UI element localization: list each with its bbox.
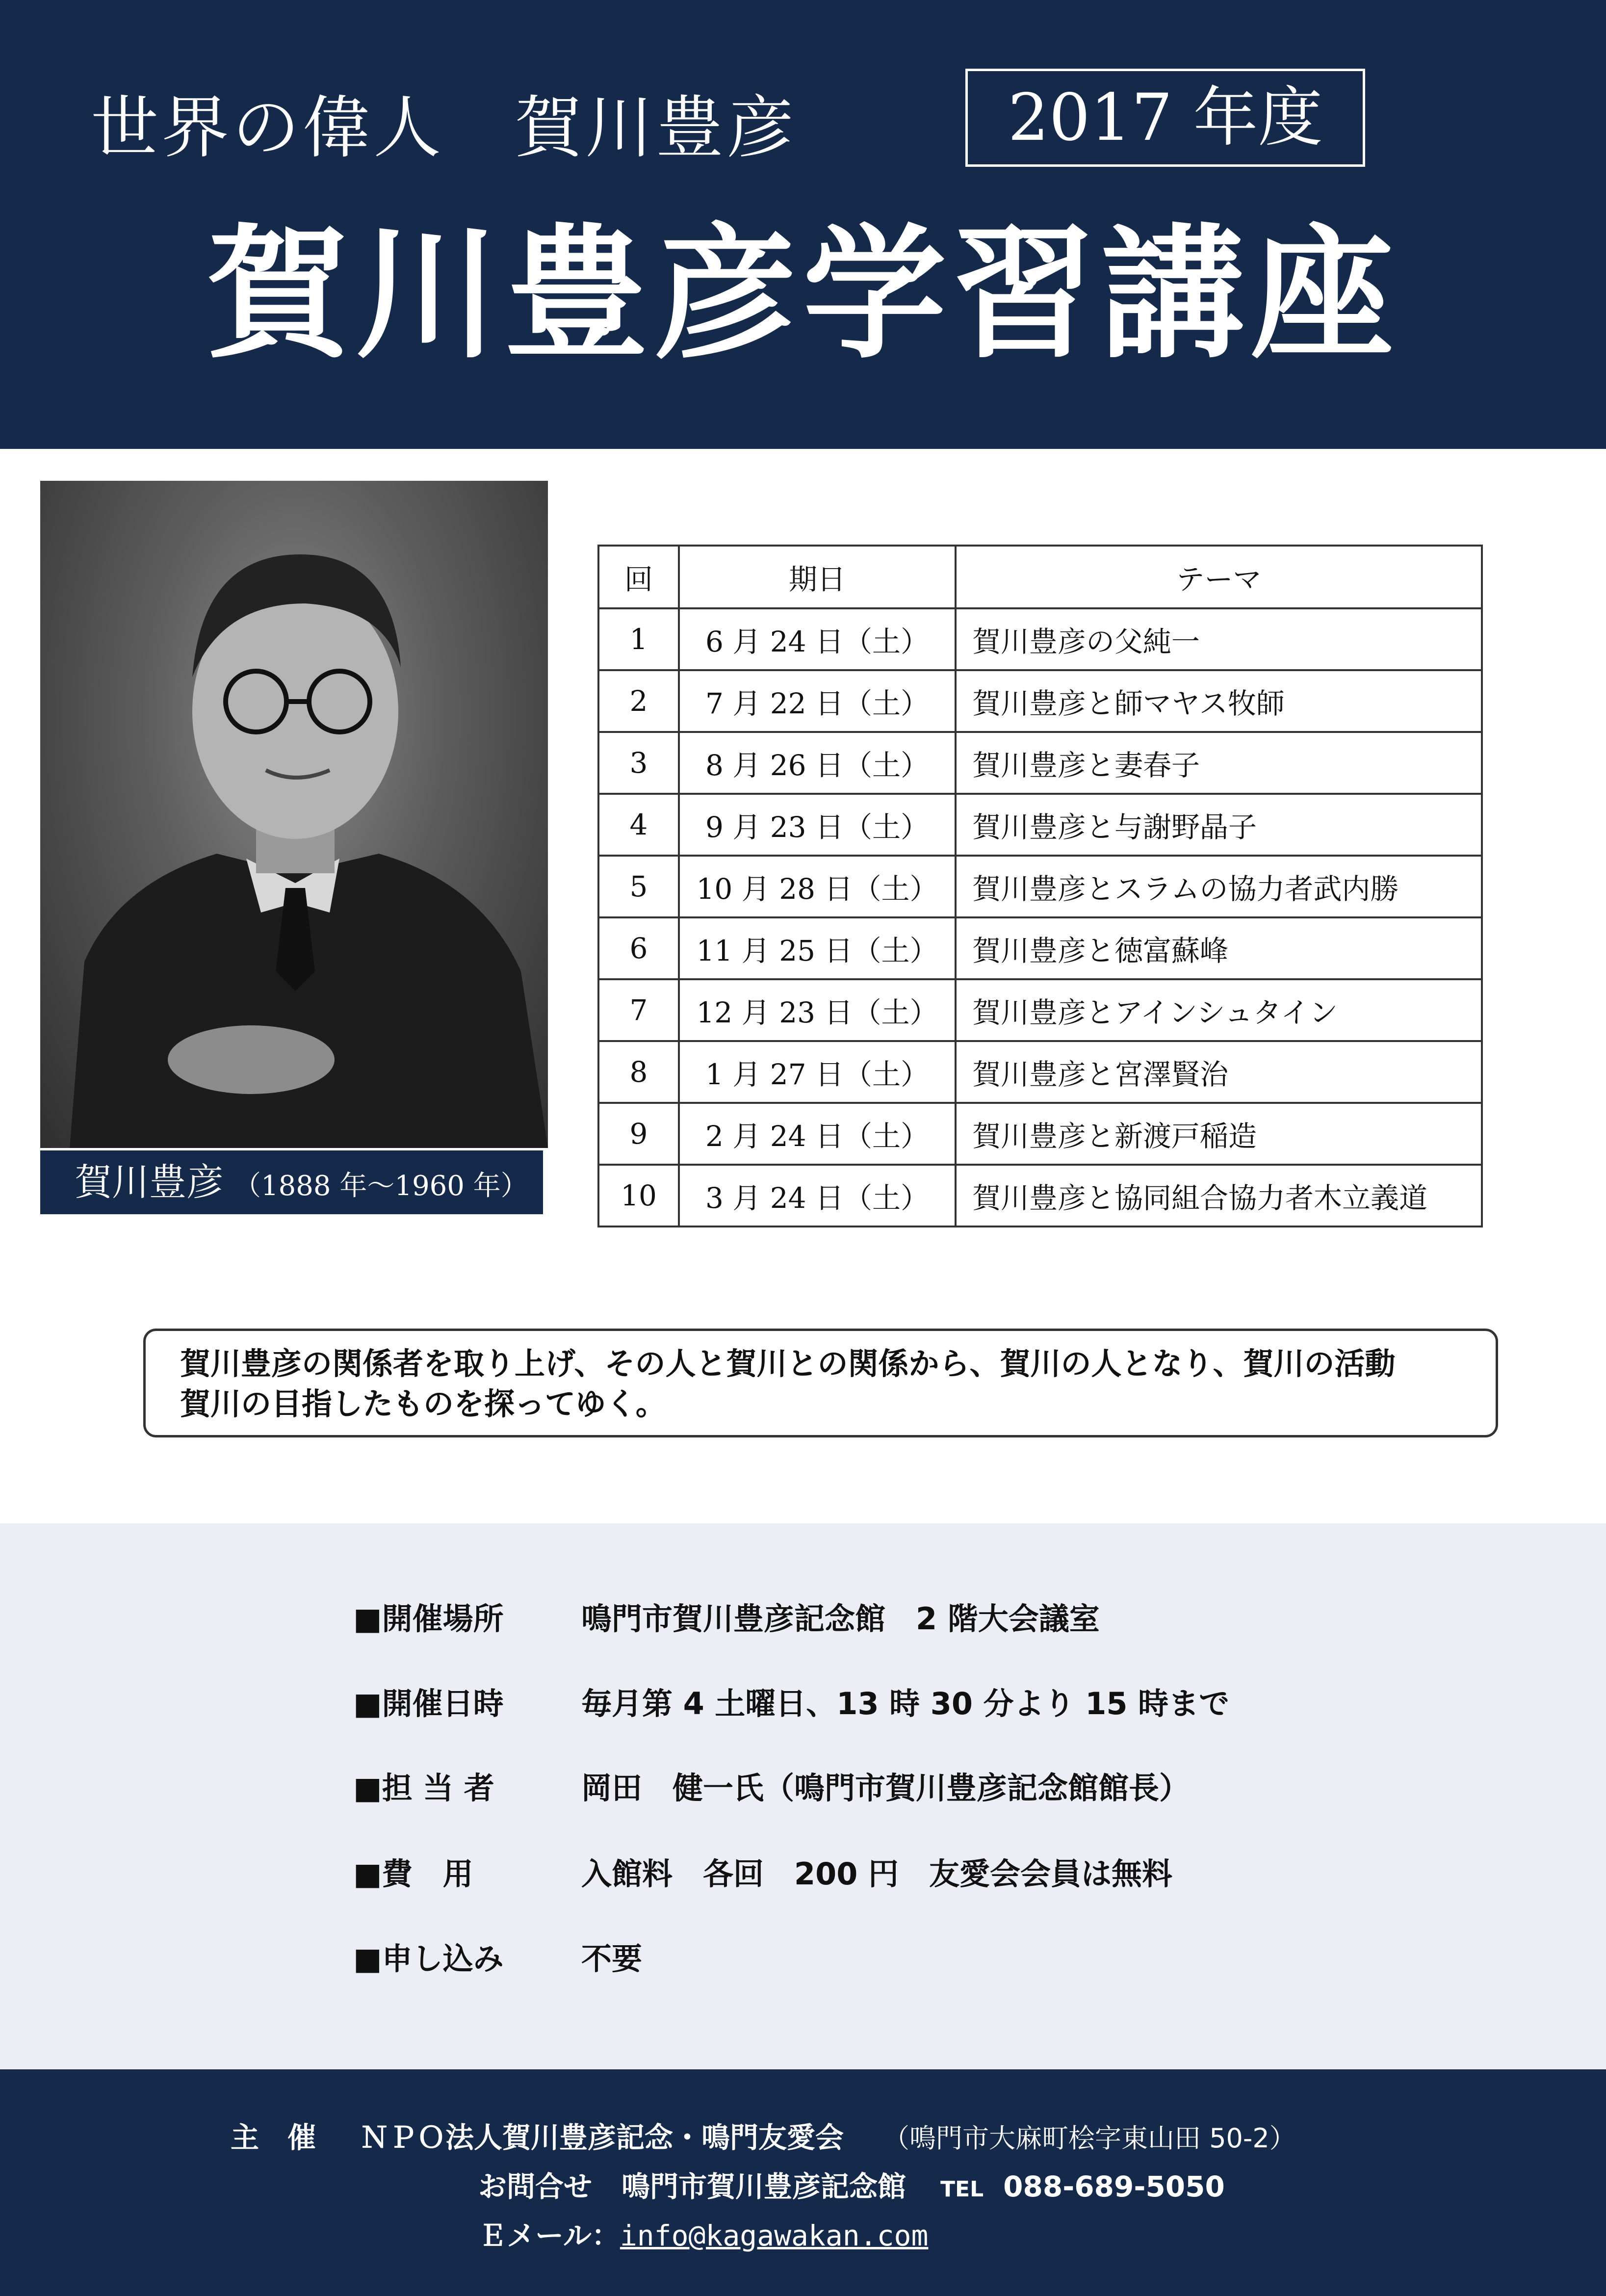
- caption-name: 賀川豊彦: [75, 1160, 224, 1204]
- info-value: 入館料 各回 200 円 友愛会会員は無料: [581, 1856, 1173, 1892]
- info-label: ■申し込み: [353, 1941, 504, 1977]
- info-value: 鳴門市賀川豊彦記念館 2 階大会議室: [581, 1601, 1100, 1637]
- row-date: 12 月 23 日（土）: [679, 979, 956, 1041]
- row-number: 8: [598, 1041, 679, 1103]
- organizer-address: （鳴門市大麻町桧字東山田 50-2）: [883, 2123, 1296, 2154]
- row-theme: 賀川豊彦と徳富蘇峰: [956, 917, 1482, 979]
- info-schedule: [353, 1682, 1229, 1726]
- table-row: [598, 608, 1482, 670]
- row-theme: 賀川豊彦とアインシュタイン: [956, 979, 1482, 1041]
- row-theme: 賀川豊彦と宮澤賢治: [956, 1041, 1482, 1103]
- tel-label: TEL: [940, 2177, 984, 2202]
- row-theme: 賀川豊彦と協同組合協力者木立義道: [956, 1165, 1482, 1226]
- photo-caption: [40, 1150, 543, 1214]
- header-subtitle: 世界の偉人 賀川豊彦: [91, 88, 798, 167]
- row-date: 8 月 26 日（土）: [679, 732, 956, 794]
- row-date: 7 月 22 日（土）: [679, 670, 956, 732]
- table-row: [598, 1041, 1482, 1103]
- description-line-2: 賀川の目指したものを探ってゆく。: [180, 1386, 666, 1422]
- info-label: ■費 用: [353, 1856, 473, 1892]
- info-label: ■担 当 者: [353, 1770, 494, 1806]
- footer-contact-line: [478, 2164, 1225, 2205]
- row-theme: 賀川豊彦と与謝野晶子: [956, 794, 1482, 856]
- contact-name: 鳴門市賀川豊彦記念館: [622, 2170, 907, 2203]
- description-box: [143, 1329, 1498, 1437]
- row-date: 11 月 25 日（土）: [679, 917, 956, 979]
- row-date: 1 月 27 日（土）: [679, 1041, 956, 1103]
- info-venue: [353, 1597, 1100, 1641]
- footer: [0, 2069, 1606, 2296]
- organizer-label: 主 催: [231, 2121, 316, 2154]
- info-lecturer: [353, 1766, 1190, 1810]
- row-date: 6 月 24 日（土）: [679, 608, 956, 670]
- page-title: 賀川豊彦学習講座: [207, 211, 1399, 378]
- tel-number: 088-689-5050: [1003, 2170, 1225, 2203]
- contact-label: お問合せ: [478, 2170, 593, 2203]
- row-number: 4: [598, 794, 679, 856]
- row-number: 10: [598, 1165, 679, 1226]
- row-number: 2: [598, 670, 679, 732]
- row-theme: 賀川豊彦の父純一: [956, 608, 1482, 670]
- table-header-row: [598, 546, 1482, 608]
- info-label: ■開催日時: [353, 1686, 504, 1722]
- table-row: [598, 856, 1482, 917]
- info-registration: [353, 1937, 642, 1981]
- footer-organizer-line: [231, 2114, 1296, 2156]
- row-date: 2 月 24 日（土）: [679, 1103, 956, 1165]
- caption-years: （1888 年～1960 年）: [233, 1170, 528, 1202]
- table-row: [598, 1165, 1482, 1226]
- info-label: ■開催場所: [353, 1601, 504, 1637]
- row-number: 1: [598, 608, 679, 670]
- row-date: 3 月 24 日（土）: [679, 1165, 956, 1226]
- row-theme: 賀川豊彦と師マヤス牧師: [956, 670, 1482, 732]
- info-value: 不要: [581, 1941, 643, 1977]
- info-value: 岡田 健一氏（鳴門市賀川豊彦記念館館長）: [581, 1770, 1190, 1806]
- schedule-table: [597, 545, 1483, 1227]
- footer-email-line: [478, 2213, 928, 2254]
- header-theme: テーマ: [956, 546, 1482, 608]
- organizer-name: ＮＰＯ法人賀川豊彦記念・鳴門友愛会: [360, 2121, 844, 2154]
- email-link[interactable]: info@kagawakan.com: [620, 2219, 929, 2252]
- row-date: 10 月 28 日（土）: [679, 856, 956, 917]
- portrait-photo: [40, 481, 548, 1148]
- header-number: 回: [598, 546, 679, 608]
- row-number: 9: [598, 1103, 679, 1165]
- table-row: [598, 1103, 1482, 1165]
- row-date: 9 月 23 日（土）: [679, 794, 956, 856]
- email-label: Ｅメール：: [478, 2219, 620, 2252]
- row-number: 5: [598, 856, 679, 917]
- row-theme: 賀川豊彦と妻春子: [956, 732, 1482, 794]
- table-row: [598, 794, 1482, 856]
- table-row: [598, 979, 1482, 1041]
- row-number: 6: [598, 917, 679, 979]
- portrait-illustration: [40, 481, 548, 1148]
- row-theme: 賀川豊彦とスラムの協力者武内勝: [956, 856, 1482, 917]
- row-number: 7: [598, 979, 679, 1041]
- info-fee: [353, 1852, 1172, 1896]
- row-theme: 賀川豊彦と新渡戸稲造: [956, 1103, 1482, 1165]
- description-line-1: 賀川豊彦の関係者を取り上げ、その人と賀川との関係から、賀川の人となり、賀川の活動: [180, 1346, 1396, 1382]
- year-badge: 2017 年度: [965, 69, 1365, 167]
- info-value: 毎月第 4 土曜日、13 時 30 分より 15 時まで: [581, 1686, 1230, 1722]
- row-number: 3: [598, 732, 679, 794]
- table-row: [598, 732, 1482, 794]
- header-banner: [0, 0, 1606, 449]
- table-row: [598, 670, 1482, 732]
- table-row: [598, 917, 1482, 979]
- header-date: 期日: [679, 546, 956, 608]
